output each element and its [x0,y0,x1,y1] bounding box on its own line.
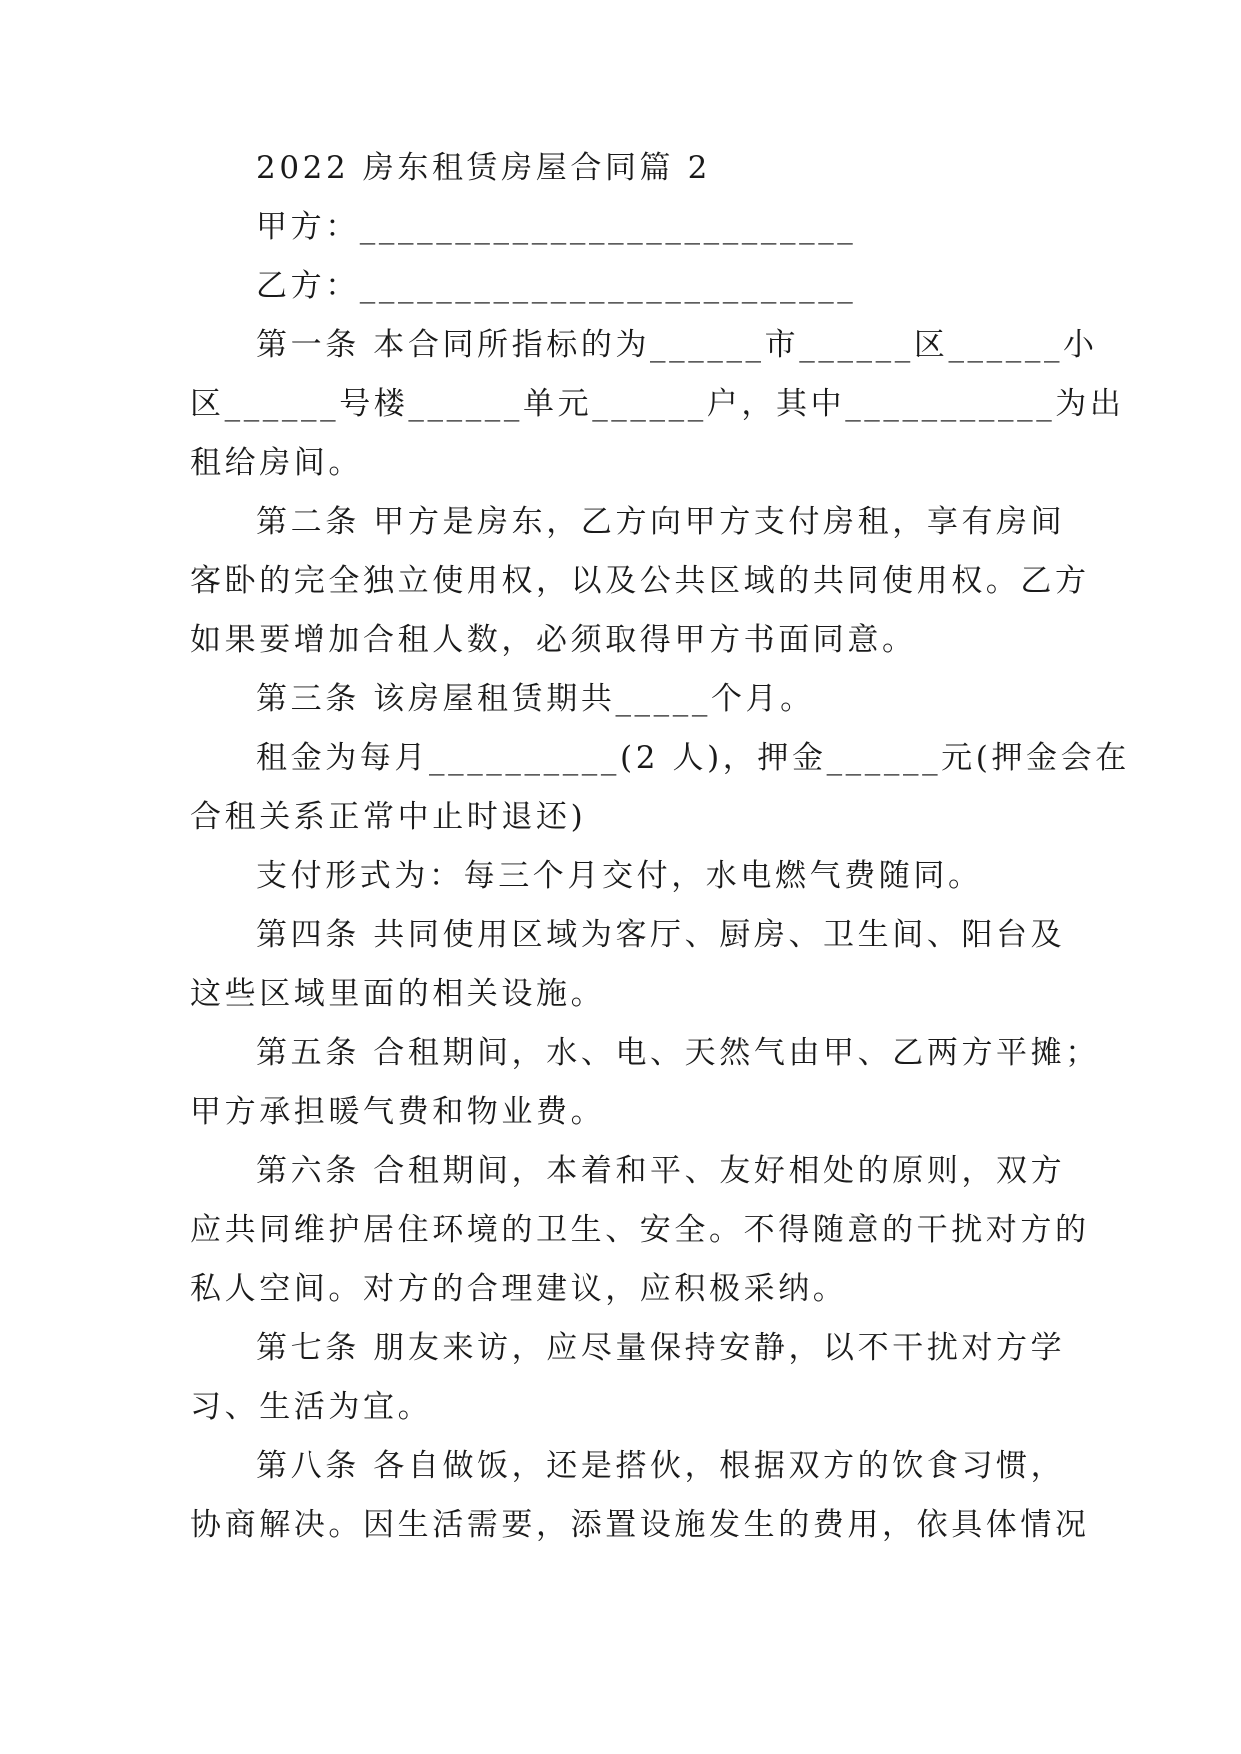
document-title: 2022 房东租赁房屋合同篇 2 [256,150,711,186]
article-1-line-1: 第一条 本合同所指标的为______市______区______小 [256,327,1098,363]
article-2-line-3: 如果要增加合租人数，必须取得甲方书面同意。 [190,622,917,658]
article-5-line-1: 第五条 合租期间，水、电、天然气由甲、乙两方平摊； [256,1035,1100,1071]
party-b-line: 乙方：__________________________ [256,268,857,304]
article-1-line-2: 区______号楼______单元______户，其中___________为出 [190,386,1125,422]
article-6-line-3: 私人空间。对方的合理建议，应积极采纳。 [190,1271,848,1307]
rent-line-2: 合租关系正常中止时退还) [190,799,587,835]
article-4-line-1: 第四条 共同使用区域为客厅、厨房、卫生间、阳台及 [256,917,1066,953]
article-5-line-2: 甲方承担暖气费和物业费。 [190,1094,606,1130]
article-2-line-1: 第二条 甲方是房东，乙方向甲方支付房租，享有房间 [256,504,1066,540]
article-7-line-2: 习、生活为宜。 [190,1389,433,1425]
article-2-line-2: 客卧的完全独立使用权，以及公共区域的共同使用权。乙方 [190,563,1090,599]
article-8-line-1: 第八条 各自做饭，还是搭伙，根据双方的饮食习惯， [256,1448,1066,1484]
rent-line-1: 租金为每月__________(2 人)，押金______元(押金会在 [256,740,1130,776]
article-7-line-1: 第七条 朋友来访，应尽量保持安静，以不干扰对方学 [256,1330,1066,1366]
article-4-line-2: 这些区域里面的相关设施。 [190,976,606,1012]
article-6-line-1: 第六条 合租期间，本着和平、友好相处的原则，双方 [256,1153,1066,1189]
payment-line: 支付形式为：每三个月交付，水电燃气费随同。 [256,858,983,894]
article-1-line-3: 租给房间。 [190,445,363,481]
article-8-line-2: 协商解决。因生活需要，添置设施发生的费用，依具体情况 [190,1507,1090,1543]
article-3-line-1: 第三条 该房屋租赁期共_____个月。 [256,681,815,717]
article-6-line-2: 应共同维护居住环境的卫生、安全。不得随意的干扰对方的 [190,1212,1090,1248]
party-a-line: 甲方：__________________________ [256,209,857,245]
